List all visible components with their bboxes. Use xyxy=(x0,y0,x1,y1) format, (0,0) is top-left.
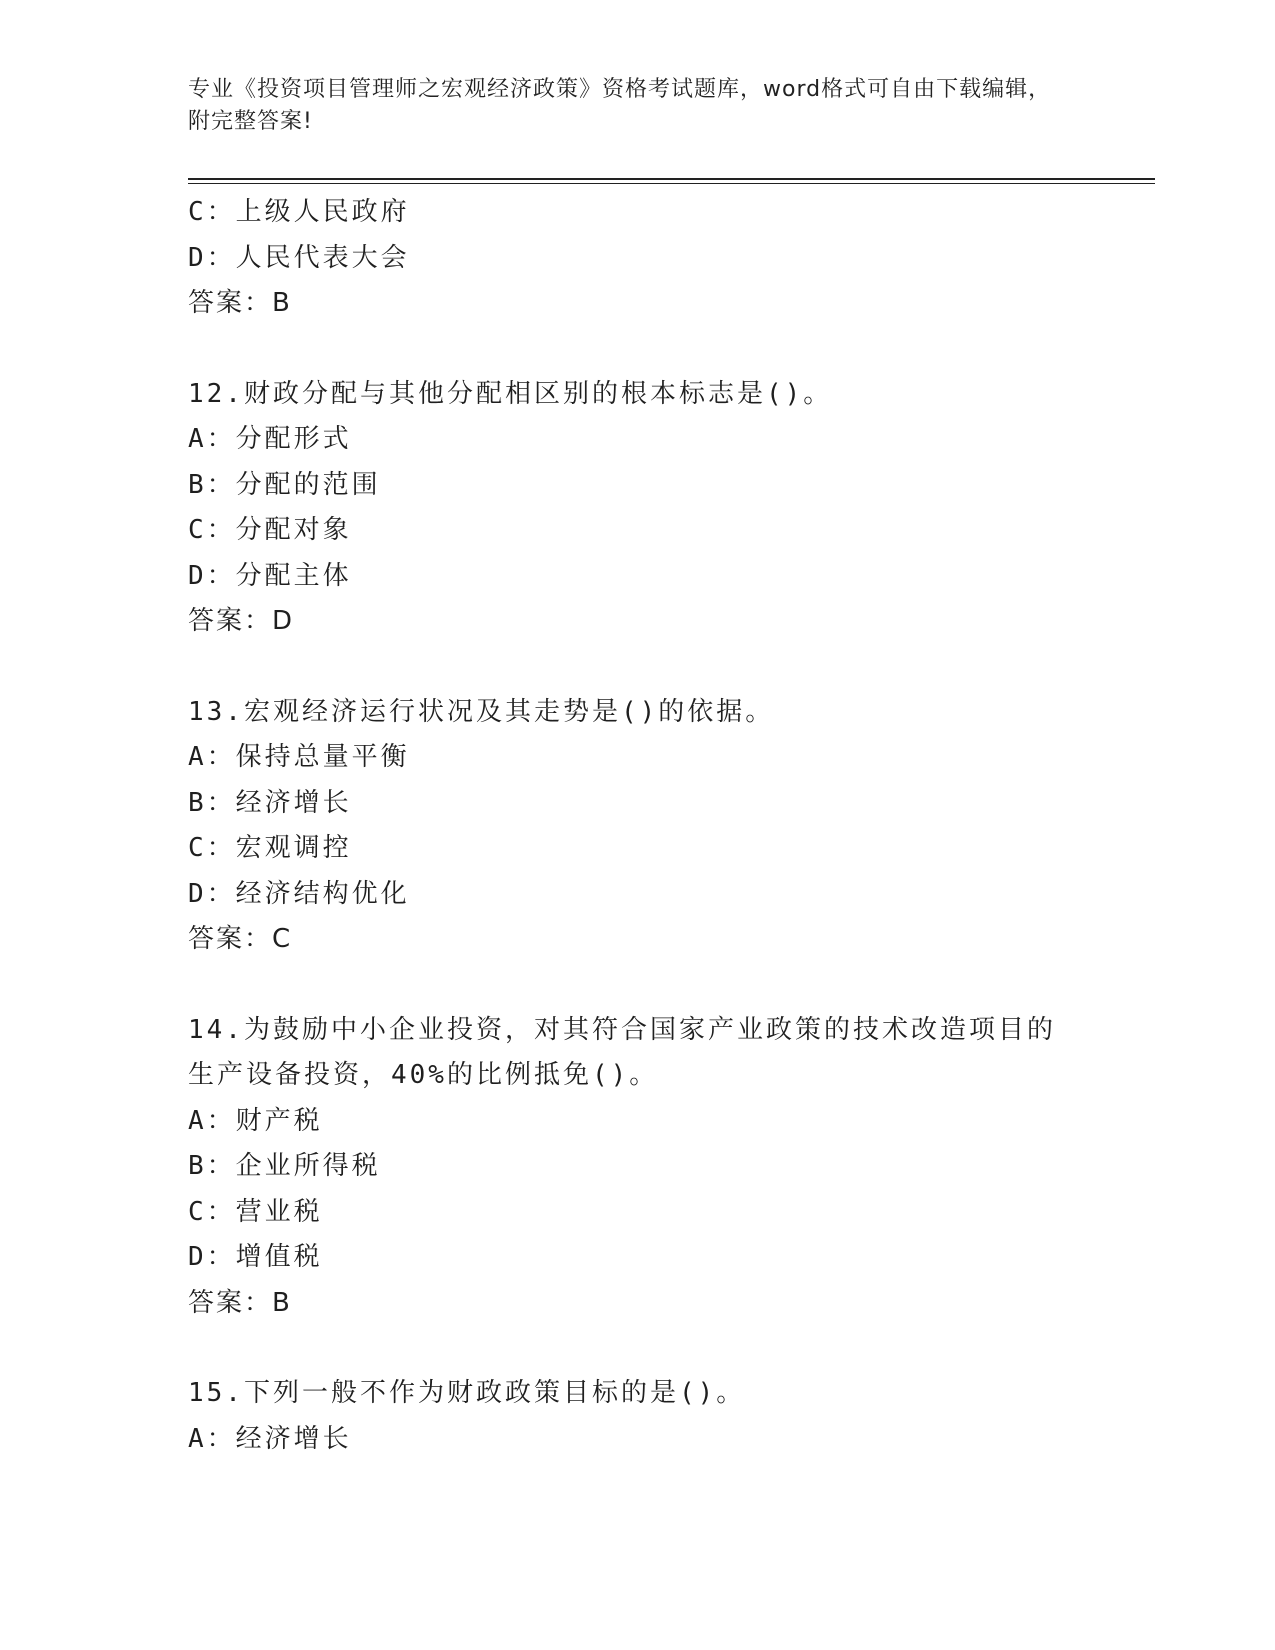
question-14 xyxy=(188,1008,1088,1327)
option-c: C：营业税 xyxy=(188,1196,323,1227)
option-a: A：经济增长 xyxy=(188,1423,352,1454)
answer-line: 答案：C xyxy=(188,924,293,954)
question-11-continued xyxy=(188,190,1088,327)
option-b: B：企业所得税 xyxy=(188,1151,381,1181)
question-stem: 12.财政分配与其他分配相区别的根本标志是()。 xyxy=(188,378,833,409)
spacer xyxy=(188,327,1088,372)
header-rule xyxy=(188,178,1155,184)
option-a: A：分配形式 xyxy=(188,424,352,454)
option-b: B：经济增长 xyxy=(188,787,352,818)
question-13 xyxy=(188,690,1088,963)
option-b: B：分配的范围 xyxy=(188,469,381,500)
spacer xyxy=(188,963,1088,1008)
option-c: C：分配对象 xyxy=(188,515,352,545)
question-stem: 15.下列一般不作为财政政策目标的是()。 xyxy=(188,1378,746,1408)
question-stem: 13.宏观经济运行状况及其走势是()的依据。 xyxy=(188,696,775,727)
question-list xyxy=(188,190,1088,1462)
option-c: C：宏观调控 xyxy=(188,833,352,863)
answer-line: 答案：D xyxy=(188,606,295,636)
option-d: D：分配主体 xyxy=(188,560,352,591)
option-c: C：上级人民政府 xyxy=(188,197,410,227)
page-header: 专业《投资项目管理师之宏观经济政策》资格考试题库，word格式可自由下载编辑，附完整答案! xyxy=(188,77,1052,134)
answer-line: 答案：B xyxy=(188,1287,292,1318)
spacer xyxy=(188,645,1088,690)
spacer xyxy=(188,1326,1088,1371)
question-stem: 14.为鼓励中小企业投资，对其符合国家产业政策的技术改造项目的生产设备投资，40%的比例抵免()。 xyxy=(188,1014,1056,1090)
option-d: D：人民代表大会 xyxy=(188,242,410,273)
question-12 xyxy=(188,372,1088,645)
question-15 xyxy=(188,1371,1088,1462)
option-a: A：财产税 xyxy=(188,1105,323,1136)
option-d: D：增值税 xyxy=(188,1242,323,1272)
option-d: D：经济结构优化 xyxy=(188,878,410,909)
option-a: A：保持总量平衡 xyxy=(188,742,410,772)
answer-line: 答案：B xyxy=(188,288,292,318)
